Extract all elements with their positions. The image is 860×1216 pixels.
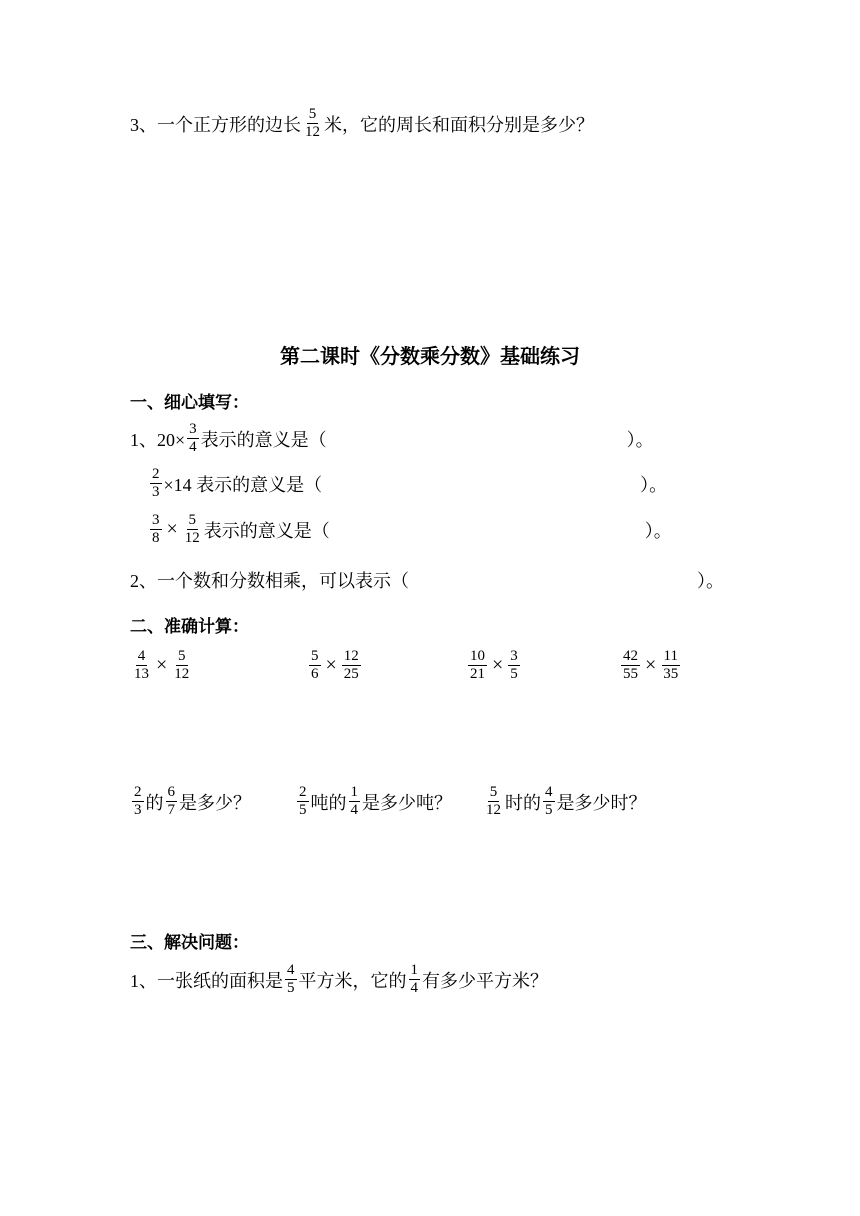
times-sign: × (325, 654, 337, 676)
fraction (508, 648, 520, 683)
item-text: 2、一个数和分数相乘，可以表示（ (130, 571, 409, 591)
fraction (285, 962, 297, 997)
fraction (409, 962, 421, 997)
fraction (349, 784, 361, 819)
problem-text: 平方米，它的 (298, 970, 407, 991)
fraction-denominator: 35 (663, 666, 679, 682)
problem-text: 有多少平方米？ (422, 970, 548, 991)
fraction-numerator: 1 (350, 784, 358, 800)
fraction-denominator: 55 (623, 666, 638, 682)
fraction-denominator: 4 (350, 802, 358, 818)
word-calc-2 (295, 784, 452, 819)
fraction (132, 648, 151, 683)
fraction-denominator: 5 (545, 802, 553, 818)
fraction (468, 648, 487, 683)
fraction-numerator: 10 (470, 648, 485, 664)
times-sign: × (645, 654, 657, 676)
word-calc-text: 的 (145, 792, 164, 813)
fraction (484, 784, 503, 819)
section-heading-fill-in: 一、细心填写： (130, 393, 249, 413)
fraction-numerator: 2 (134, 784, 142, 800)
section-heading-solve-problems: 三、解决问题： (130, 933, 249, 953)
fraction-denominator: 7 (167, 802, 175, 818)
fill-item-1-line-3 (148, 512, 672, 547)
item-prefix: 1、20× (130, 429, 186, 450)
fraction-denominator: 5 (287, 980, 295, 996)
fraction (132, 784, 144, 819)
fraction (183, 512, 202, 547)
fraction-numerator: 2 (299, 784, 307, 800)
lesson-title: 第二课时《分数乘分数》基础练习 (280, 344, 580, 368)
item-text: 表示的意义是（ (203, 520, 330, 541)
word-calc-text: 时的 (505, 792, 541, 813)
fraction-denominator: 6 (311, 666, 319, 682)
fraction-denominator: 4 (410, 980, 418, 996)
fraction-numerator: 1 (410, 962, 418, 978)
problem-text: 1、一张纸的面积是 (130, 970, 283, 991)
fraction-numerator: 11 (663, 648, 678, 664)
times-sign: × (156, 654, 168, 676)
fraction-denominator: 4 (189, 439, 197, 455)
fraction-numerator: 6 (167, 784, 175, 800)
item-close: ）。 (626, 429, 654, 450)
fraction-denominator: 12 (305, 124, 320, 140)
calc-item-4 (619, 648, 682, 683)
item-text: ×14 表示的意义是（ (163, 474, 323, 495)
word-calc-1 (130, 784, 251, 819)
fraction-denominator: 3 (152, 484, 160, 500)
fraction-denominator: 8 (152, 530, 160, 546)
fraction-denominator: 5 (299, 802, 307, 818)
fraction (303, 106, 322, 141)
fill-item-2 (130, 567, 724, 593)
question-text: 3、一个正方形的边长 (130, 114, 301, 135)
item-close: ）。 (644, 520, 672, 541)
fill-item-1-line-2 (148, 466, 667, 501)
times-sign: × (492, 654, 504, 676)
fraction (172, 648, 191, 683)
fill-item-1-line-1 (130, 421, 654, 456)
fraction-numerator: 3 (189, 421, 197, 437)
word-calc-3 (482, 784, 647, 819)
word-calc-text: 吨的 (310, 792, 347, 813)
question-3-perimeter-area (130, 106, 594, 141)
fraction-denominator: 12 (486, 802, 501, 818)
fraction (661, 648, 680, 683)
fraction (166, 784, 178, 819)
item-close: ）。 (640, 474, 668, 495)
fraction-numerator: 3 (152, 512, 160, 528)
times-sign: × (166, 518, 178, 540)
fraction-denominator: 13 (134, 666, 149, 682)
fraction-numerator: 2 (152, 466, 160, 482)
fraction-numerator: 4 (137, 648, 146, 664)
fraction-numerator: 5 (308, 106, 317, 122)
fraction-numerator: 4 (545, 784, 553, 800)
fraction-numerator: 3 (510, 648, 518, 664)
fraction-numerator: 5 (178, 648, 186, 664)
calc-item-2 (307, 648, 363, 683)
item-close: ）。 (697, 571, 724, 591)
fraction-numerator: 5 (311, 648, 319, 664)
fraction-denominator: 12 (184, 530, 200, 546)
question-text: 米，它的周长和面积分别是多少？ (324, 114, 594, 135)
word-calc-text: 是多少时？ (556, 792, 647, 813)
fraction-numerator: 5 (489, 784, 498, 800)
fraction-denominator: 3 (134, 802, 142, 818)
fraction (309, 648, 321, 683)
fraction (543, 784, 555, 819)
calc-item-3 (466, 648, 522, 683)
fraction (297, 784, 309, 819)
fraction-denominator: 21 (470, 666, 485, 682)
fraction-denominator: 25 (343, 666, 359, 682)
fraction-denominator: 5 (510, 666, 518, 682)
fraction-numerator: 4 (287, 962, 295, 978)
fraction-denominator: 12 (174, 666, 190, 682)
problem-1 (130, 962, 548, 997)
word-calc-text: 是多少？ (179, 792, 251, 813)
item-text: 表示的意义是（ (200, 429, 327, 450)
fraction (187, 421, 199, 456)
word-calc-text: 是多少吨？ (362, 792, 452, 813)
fraction-numerator: 12 (343, 648, 359, 664)
fraction (621, 648, 640, 683)
fraction-numerator: 5 (188, 512, 197, 528)
section-heading-calculate: 二、准确计算： (130, 617, 249, 637)
fraction (150, 466, 162, 501)
fraction (342, 648, 361, 683)
fraction (150, 512, 162, 547)
fraction-numerator: 42 (623, 648, 638, 664)
calc-item-1 (130, 648, 193, 683)
